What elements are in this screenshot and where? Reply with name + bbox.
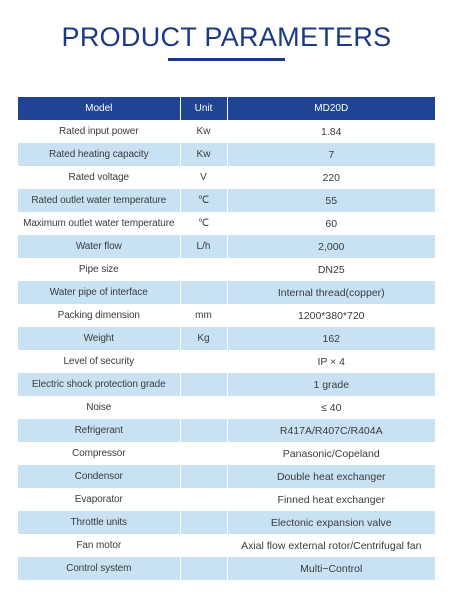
table-row xyxy=(18,235,435,258)
table-row xyxy=(18,350,435,373)
row-label: Water pipe of interface xyxy=(18,281,180,304)
row-value: Panasonic/Copeland xyxy=(227,442,435,465)
row-label: Electric shock protection grade xyxy=(18,373,180,396)
row-value: R417A/R407C/R404A xyxy=(227,419,435,442)
row-unit xyxy=(180,396,227,419)
row-unit: L/h xyxy=(180,235,227,258)
row-label: Control system xyxy=(18,557,180,580)
table-row xyxy=(18,442,435,465)
row-unit xyxy=(180,511,227,534)
row-value: DN25 xyxy=(227,258,435,281)
table-row xyxy=(18,557,435,580)
row-label: Evaporator xyxy=(18,488,180,511)
table-row xyxy=(18,212,435,235)
row-label: Packing dimension xyxy=(18,304,180,327)
row-unit xyxy=(180,419,227,442)
row-value: Axial flow external rotor/Centrifugal fan xyxy=(227,534,435,557)
row-label: Rated heating capacity xyxy=(18,143,180,166)
column-header-model: Model xyxy=(18,97,180,120)
page-title: PRODUCT PARAMETERS xyxy=(61,22,392,52)
row-unit xyxy=(180,488,227,511)
row-value: IP × 4 xyxy=(227,350,435,373)
row-value: 1 grade xyxy=(227,373,435,396)
row-unit xyxy=(180,534,227,557)
row-value: 220 xyxy=(227,166,435,189)
row-value: Double heat exchanger xyxy=(227,465,435,488)
row-label: Noise xyxy=(18,396,180,419)
row-label: Weight xyxy=(18,327,180,350)
row-unit: Kg xyxy=(180,327,227,350)
row-value: Internal thread(copper) xyxy=(227,281,435,304)
table-row xyxy=(18,419,435,442)
row-value: 1200*380*720 xyxy=(227,304,435,327)
row-value: Finned heat exchanger xyxy=(227,488,435,511)
row-value: ≤ 40 xyxy=(227,396,435,419)
parameters-table xyxy=(18,97,435,580)
row-label: Compressor xyxy=(18,442,180,465)
row-unit: ℃ xyxy=(180,189,227,212)
row-label: Rated voltage xyxy=(18,166,180,189)
table-row xyxy=(18,511,435,534)
row-unit: Kw xyxy=(180,120,227,143)
row-unit xyxy=(180,373,227,396)
row-label: Water flow xyxy=(18,235,180,258)
row-label: Refrigerant xyxy=(18,419,180,442)
table-row xyxy=(18,166,435,189)
table-body xyxy=(18,120,435,580)
row-label: Level of security xyxy=(18,350,180,373)
row-unit xyxy=(180,281,227,304)
row-value: Multi−Control xyxy=(227,557,435,580)
row-label: Fan motor xyxy=(18,534,180,557)
row-unit: ℃ xyxy=(180,212,227,235)
table-row xyxy=(18,143,435,166)
row-value: 7 xyxy=(227,143,435,166)
row-unit xyxy=(180,258,227,281)
row-label: Throttle units xyxy=(18,511,180,534)
row-unit: mm xyxy=(180,304,227,327)
table-row xyxy=(18,281,435,304)
row-unit xyxy=(180,442,227,465)
table-row xyxy=(18,304,435,327)
table-row xyxy=(18,327,435,350)
row-value: Electonic expansion valve xyxy=(227,511,435,534)
table-row xyxy=(18,258,435,281)
row-value: 162 xyxy=(227,327,435,350)
table-row xyxy=(18,189,435,212)
page-header xyxy=(0,0,453,97)
table-row xyxy=(18,396,435,419)
row-label: Rated input power xyxy=(18,120,180,143)
column-header-unit: Unit xyxy=(180,97,227,120)
table-header xyxy=(18,97,435,120)
column-header-model-value: MD20D xyxy=(227,97,435,120)
row-label: Maximum outlet water temperature xyxy=(18,212,180,235)
table-header-row xyxy=(18,97,435,120)
table-row xyxy=(18,465,435,488)
row-unit xyxy=(180,557,227,580)
row-label: Pipe size xyxy=(18,258,180,281)
table-row xyxy=(18,488,435,511)
row-value: 2,000 xyxy=(227,235,435,258)
row-label: Rated outlet water temperature xyxy=(18,189,180,212)
row-value: 55 xyxy=(227,189,435,212)
row-unit: Kw xyxy=(180,143,227,166)
row-label: Condensor xyxy=(18,465,180,488)
row-value: 60 xyxy=(227,212,435,235)
title-underline xyxy=(168,58,285,61)
row-unit: V xyxy=(180,166,227,189)
row-unit xyxy=(180,350,227,373)
row-value: 1.84 xyxy=(227,120,435,143)
table-row xyxy=(18,534,435,557)
table-row xyxy=(18,373,435,396)
table-row xyxy=(18,120,435,143)
row-unit xyxy=(180,465,227,488)
